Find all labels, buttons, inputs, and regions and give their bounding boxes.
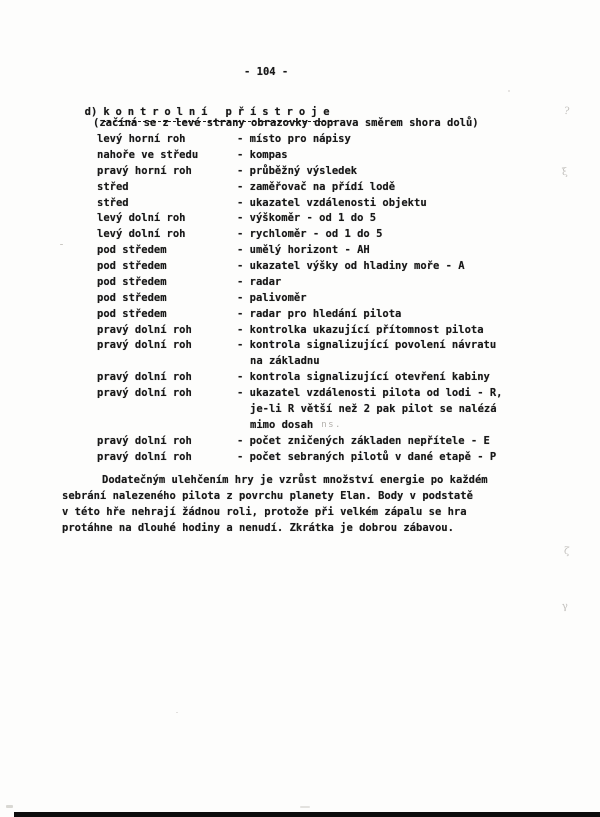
list-item	[97, 434, 503, 450]
screen-position-label: nahoře ve středu	[97, 148, 199, 161]
screen-position-label: pravý dolní roh	[97, 371, 192, 384]
list-item	[97, 402, 503, 418]
instrument-description: - radar pro hledání pilota	[237, 307, 402, 320]
instrument-description: - umělý horizont - AH	[237, 244, 370, 257]
screen-position-label: pravý dolní roh	[97, 450, 192, 463]
screen-position-label: pod středem	[97, 307, 167, 320]
instrument-description: - radar	[237, 275, 282, 288]
instrument-description: je-li R větší než 2 pak pilot se nalézá	[250, 402, 497, 415]
instrument-description: - rychloměr - od 1 do 5	[237, 228, 383, 241]
screen-position-label: pod středem	[97, 291, 167, 304]
instrument-description: - kontrola signalizující otevření kabiny	[237, 371, 490, 384]
instrument-description: - počet zničených základen nepřítele - E	[237, 434, 490, 447]
screen-position-label: pravý dolní roh	[97, 387, 192, 399]
instrument-description: na základnu	[250, 355, 320, 368]
list-item	[97, 180, 503, 196]
screen-position-label: pod středem	[97, 260, 167, 272]
screen-position-label: pravý dolní roh	[97, 323, 192, 336]
list-item	[97, 323, 503, 339]
page-number: - 104 -	[244, 66, 289, 78]
instrument-description: - místo pro nápisy	[237, 133, 351, 145]
list-item	[97, 227, 503, 243]
section-heading	[72, 94, 336, 118]
paragraph-line: v této hře nehrají žádnou roli, protože při velkém zápalu se hra	[62, 505, 467, 518]
scan-speck	[60, 244, 63, 245]
instrument-description: - počet sebraných pilotů v dané etapě - P	[237, 450, 497, 463]
list-item	[97, 211, 503, 227]
pencil-note: ns.	[321, 419, 342, 430]
scan-speck	[508, 90, 510, 92]
list-item	[97, 148, 503, 164]
scan-speck	[176, 712, 178, 713]
pencil-mark: ?	[563, 105, 571, 118]
instrument-description: - kontrolka ukazující přítomnost pilota	[237, 323, 484, 336]
instrument-list	[97, 132, 503, 465]
paragraph-line: sebrání nalezeného pilota z povrchu planety Elan. Body v podstatě	[62, 489, 473, 502]
scan-speck	[6, 805, 13, 808]
screen-position-label	[97, 418, 237, 434]
instrument-description: - ukazatel vzdálenosti objektu	[237, 196, 427, 209]
screen-position-label: pravý dolní roh	[97, 339, 192, 352]
screen-position-label	[97, 354, 237, 370]
screen-position-label: levý horní roh	[97, 133, 186, 145]
list-item	[97, 386, 503, 402]
list-item	[97, 275, 503, 291]
section-title: kontrolní přístroje	[103, 106, 335, 122]
list-item	[97, 370, 503, 386]
intro-note: (začíná se z levé strany obrazovky doprava směrem shora dolů)	[93, 117, 479, 129]
list-item	[97, 354, 503, 370]
list-item	[97, 307, 503, 323]
pencil-mark: ξ	[561, 166, 569, 179]
screen-position-label	[97, 402, 237, 418]
scan-speck	[300, 806, 310, 808]
instrument-description: - kontrola signalizující povolení návratu	[237, 339, 497, 352]
list-item	[97, 338, 503, 354]
instrument-description: mimo dosah	[250, 418, 314, 431]
list-item	[97, 164, 503, 180]
list-item	[97, 291, 503, 307]
list-item	[97, 243, 503, 259]
pencil-mark: γ	[561, 600, 569, 613]
instrument-description: - ukazatel vzdálenosti pilota od lodi - R,	[237, 387, 503, 399]
instrument-description: - kompas	[237, 148, 288, 161]
screen-position-label: pravý dolní roh	[97, 434, 192, 447]
closing-paragraph	[62, 473, 488, 537]
instrument-description: - výškoměr - od 1 do 5	[237, 212, 377, 225]
screen-position-label: levý dolní roh	[97, 212, 186, 225]
screen-position-label: pod středem	[97, 244, 167, 257]
screen-position-label: levý dolní roh	[97, 228, 186, 241]
scan-edge-bar	[14, 812, 600, 817]
instrument-description: - palivoměr	[237, 291, 307, 304]
instrument-description: - průběžný výsledek	[237, 164, 358, 177]
section-letter: d)	[84, 106, 98, 118]
list-item	[97, 450, 503, 466]
instrument-description: - zaměřovač na přídí lodě	[237, 180, 396, 193]
list-item	[97, 418, 503, 434]
paragraph-line: Dodatečným ulehčením hry je vzrůst množství energie po každém	[102, 474, 488, 486]
screen-position-label: střed	[97, 180, 129, 193]
list-item	[97, 196, 503, 212]
pencil-mark: ζ	[563, 545, 570, 558]
instrument-description: - ukazatel výšky od hladiny moře - A	[237, 260, 465, 272]
screen-position-label: střed	[97, 196, 129, 209]
list-item	[97, 259, 503, 275]
screen-position-label: pod středem	[97, 275, 167, 288]
list-item	[97, 132, 503, 148]
paragraph-line: protáhne na dlouhé hodiny a nenudí. Zkrátka je dobrou zábavou.	[62, 521, 454, 534]
screen-position-label: pravý horní roh	[97, 164, 192, 177]
